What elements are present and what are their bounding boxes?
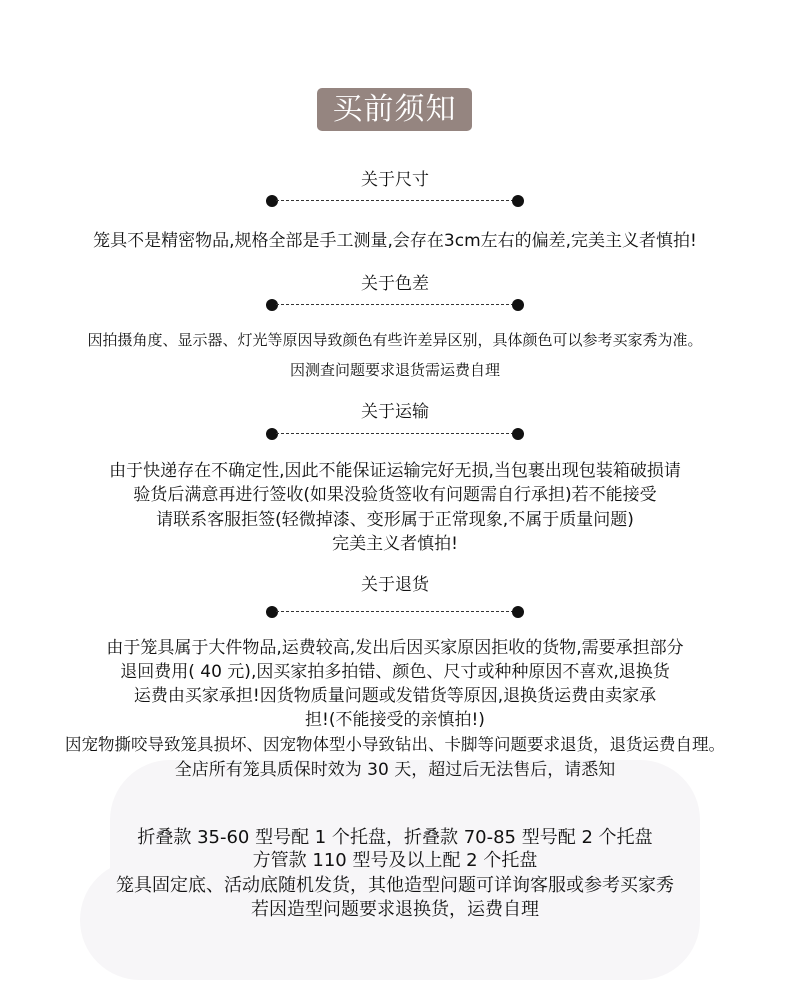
tray-note: 折叠款 35-60 型号配 1 个托盘，折叠款 70-85 型号配 2 个托盘: [137, 827, 653, 848]
shipping-note: 完美主义者慎拍!: [332, 534, 458, 554]
section-heading-size: 关于尺寸: [361, 170, 429, 190]
dotted-divider: [266, 299, 524, 311]
size-note: 笼具不是精密物品,规格全部是手工测量,会存在3cm左右的偏差,完美主义者慎拍!: [93, 231, 697, 251]
dot-icon: [512, 428, 524, 440]
section-heading-shipping: 关于运输: [361, 402, 429, 422]
pet-damage-note: 因宠物撕咬导致笼具损坏、因宠物体型小导致钻出、卡脚等问题要求退货，退货运费自理。: [65, 735, 725, 754]
section-heading-returns: 关于退货: [361, 575, 429, 595]
section-heading-color: 关于色差: [361, 274, 429, 294]
page-title: 买前须知: [317, 88, 472, 131]
shipping-note: 请联系客服拒签(轻微掉漆、变形属于正常现象,不属于质量问题): [156, 510, 634, 530]
dot-icon: [512, 299, 524, 311]
warranty-note: 全店所有笼具质保时效为 30 天，超过后无法售后，请悉知: [174, 760, 616, 780]
dotted-divider: [266, 428, 524, 440]
shipping-note: 验货后满意再进行签收(如果没验货签收有问题需自行承担)若不能接受: [133, 485, 657, 505]
returns-note: 运费由买家承担!因货物质量问题或发错货等原因,退换货运费由卖家承: [133, 686, 657, 706]
tray-note: 方管款 110 型号及以上配 2 个托盘: [252, 850, 538, 871]
returns-note: 担!(不能接受的亲慎拍!): [305, 710, 485, 730]
dot-icon: [512, 195, 524, 207]
dot-icon: [266, 299, 278, 311]
tray-note: 笼具固定底、活动底随机发货，其他造型问题可详询客服或参考买家秀: [116, 875, 674, 896]
color-note: 因测查问题要求退货需运费自理: [289, 361, 500, 379]
returns-note: 退回费用( 40 元),因买家拍多拍错、颜色、尺寸或种种原因不喜欢,退换货: [120, 662, 670, 682]
dot-icon: [512, 606, 524, 618]
shipping-note: 由于快递存在不确定性,因此不能保证运输完好无损,当包裹出现包装箱破损请: [109, 461, 681, 481]
dotted-divider: [266, 606, 524, 618]
returns-note: 由于笼具属于大件物品,运费较高,发出后因买家原因拒收的货物,需要承担部分: [106, 638, 684, 658]
dot-icon: [266, 428, 278, 440]
tray-note: 若因造型问题要求退换货，运费自理: [251, 899, 539, 920]
dotted-divider: [266, 195, 524, 207]
color-note: 因拍摄角度、显示器、灯光等原因导致颜色有些许差异区别，具体颜色可以参考买家秀为准。: [87, 331, 703, 349]
dot-icon: [266, 606, 278, 618]
dot-icon: [266, 195, 278, 207]
